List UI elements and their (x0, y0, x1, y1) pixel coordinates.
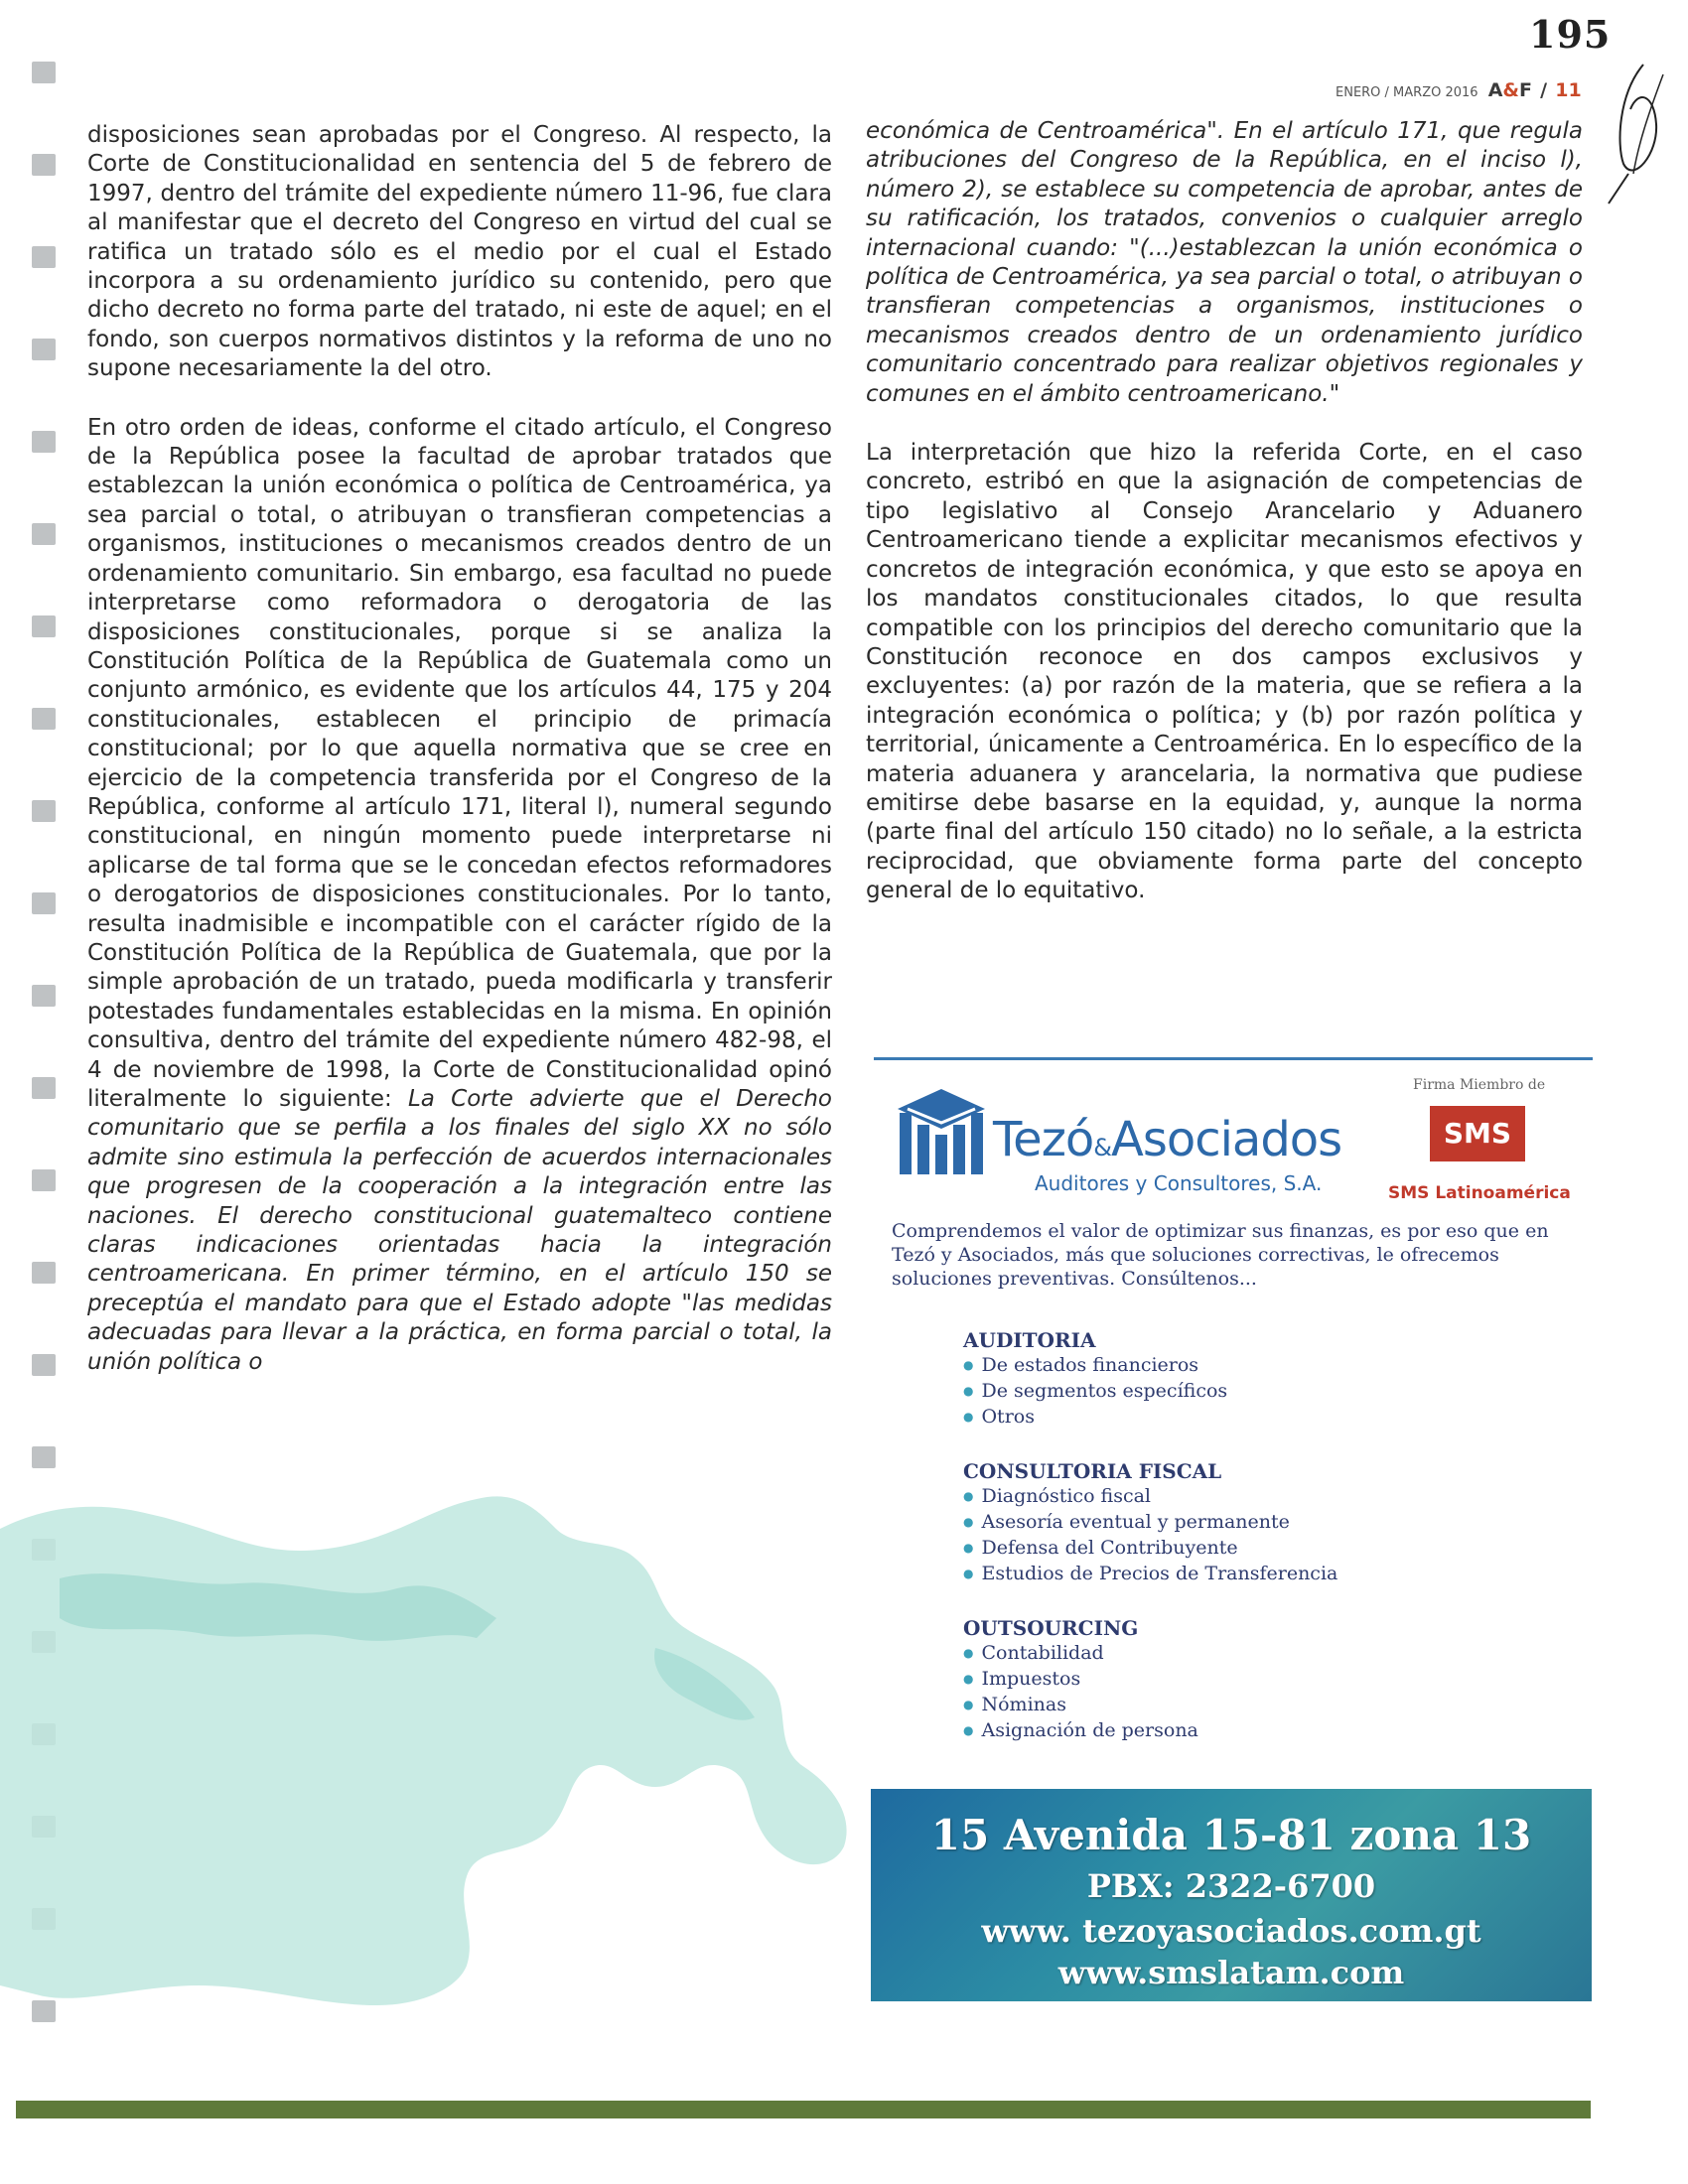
right-column (866, 117, 1583, 906)
service-item: ● Otros (963, 1404, 1227, 1430)
paragraph: En otro orden de ideas, conforme el citado artículo, el Congreso de la República posee la facultad de aprobar tratados que establezcan la unión económica o política de Centroamérica, ya sea parcial o total, o atribuyan o transfieran competencias a organismos, instituciones o mecanismos creados dentro de un ordenamiento comunitario. Sin embargo, esa facultad no puede interpretarse como reformadora o derogatoria de las disposiciones constitucionales, porque si se analiza la Constitución Política de la República de Guatemala como un conjunto armónico, es evidente que los artículos 44, 175 y 204 constitucionales, establecen el principio de primacía constitucional; por lo que aquella normativa que se cree en ejercicio de la competencia transferida por el Congreso de la República, conforme al artículo 171, literal l), numeral segundo constitucional, en ningún momento puede interpretarse ni aplicarse de tal forma que se le concedan efectos reformadores o derogatorios de disposiciones constitucionales. Por lo tanto, resulta inadmisible e incompatible con el carácter rígido de la Constitución Política de la República de Guatemala, que por la simple aprobación de un tratado, pueda modificarla y transferir potestades fundamentales establecidas en la misma. En opinión consultiva, dentro del trámite del expediente número 482-98, el 4 de noviembre de 1998, la Corte de Constitucionalidad opinó literalmente lo siguiente: La Corte advierte que el Derecho comunitario que se perfila a los finales del siglo XX no sólo admite sino estimula la perfección de acuerdos internacionales que progresen de la cooperación a la integración entre las naciones. El derecho constitucional guatemalteco contiene claras indicaciones orientadas hacia la integración centroamericana. En primer término, en el artículo 150 se preceptúa el mandato para que el Estado adopte "las medidas adecuadas para llevar a la práctica, en forma parcial o total, la unión política o (87, 414, 832, 1375)
ad-top-rule (874, 1057, 1593, 1060)
website-link[interactable]: www.smslatam.com (1057, 1954, 1405, 1991)
ad-intro-text: Comprendemos el valor de optimizar sus finanzas, es por eso que en Tezó y Asociados, más que soluciones correctivas, le ofrecemos soluciones preventivas. Consúltenos... (892, 1220, 1549, 1290)
magazine-page-number: 11 (1555, 79, 1582, 101)
website-link[interactable]: www. tezoyasociados.com.gt (981, 1912, 1481, 1950)
running-header (1336, 79, 1582, 101)
page-number: 195 (1529, 12, 1612, 57)
left-column (87, 121, 832, 1377)
paragraph: disposiciones sean aprobadas por el Congreso. Al respecto, la Corte de Constitucionalidad en sentencia del 5 de febrero de 1997, dentro del trámite del expediente número 11-96, fue clara al manifestar que el decreto del Congreso en virtud del cual se ratifica un tratado sólo es el medio por el cual el Estado incorpora a su ordenamiento jurídico su contenido, pero que dicho decreto no forma parte del tratado, ni este de aquel; en el fondo, son cuerpos normativos distintos y la reforma de uno no supone necesariamente la del otro. (87, 122, 832, 382)
phone-text: PBX: 2322-6700 (1086, 1867, 1376, 1905)
service-title: AUDITORIA (963, 1328, 1096, 1352)
address-text: 15 Avenida 15-81 zona 13 (930, 1811, 1532, 1859)
service-section-outsourcing (963, 1616, 1198, 1743)
service-item: ● Defensa del Contribuyente (963, 1535, 1337, 1561)
service-item: ● Nóminas (963, 1692, 1198, 1717)
brand-subtitle: Auditores y Consultores, S.A. (1035, 1171, 1323, 1195)
paragraph: La interpretación que hizo la referida Corte, en el caso concreto, estribó en que la asignación de competencias de tipo legislativo al Consejo Arancelario y Aduanero Centroamericano tiende a explicitar mecanismos efectivos y concretos de integración económica, y que esto se apoya en los mandatos constitucionales citados, lo que resulta compatible con los principios del derecho comunitario que la Constitución reconoce en dos campos exclusivos y excluyentes: (a) por razón de la materia, que se refiera a la integración económica o política; y (b) por razón política y territorial, únicamente a Centroamérica. En lo específico de la materia aduanera y arancelaria, la normativa que pudiese emitirse debe basarse en la equidad, y, aunque la norma (parte final del artículo 150 citado) no lo señale, a la estricta reciprocidad, que obviamente forma parte del concepto general de lo equitativo. (866, 440, 1583, 904)
tezo-logo-icon (894, 1085, 989, 1184)
brand-name: Tezó&Asociados (993, 1112, 1342, 1167)
service-item: ● Estudios de Precios de Transferencia (963, 1561, 1337, 1586)
service-item: ● Asesoría eventual y permanente (963, 1509, 1337, 1535)
handwritten-initial (1589, 55, 1678, 213)
central-america-map (0, 1469, 864, 2025)
service-section-consultoria (963, 1459, 1337, 1586)
service-item: ● De estados financieros (963, 1352, 1227, 1378)
sms-latinoamerica-label: SMS Latinoamérica (1388, 1183, 1571, 1203)
quoted-opinion: La Corte advierte que el Derecho comunitario que se perfila a los finales del siglo XX no sólo admite sino estimula la perfección de acuerdos internacionales que progresen de la cooperación a la integración entre las naciones. El derecho constitucional guatemalteco contiene claras indicaciones orientadas hacia la integración centroamericana. En primer término, en el artículo 150 se preceptúa el mandato para que el Estado adopte "las medidas adecuadas para llevar a la práctica, en forma parcial o total, la unión política o (87, 1086, 832, 1375)
service-title: OUTSOURCING (963, 1616, 1139, 1640)
service-item: ● De segmentos específicos (963, 1378, 1227, 1404)
paragraph: económica de Centroamérica". En el artículo 171, que regula atribuciones del Congreso de la República, en el inciso l), número 2), se establece su competencia de aprobar, antes de su ratificación, los tratados, convenios o cualquier arreglo internacional cuando: "(...)establezcan la unión económica o política de Centroamérica, ya sea parcial o total, o atribuyan o transfieran competencias a organismos, instituciones o mecanismos creados dentro de un ordenamiento jurídico comunitario concentrado para realizar objetivos regionales y comunes en el ámbito centroamericano." (866, 118, 1583, 407)
sms-logo: SMS (1430, 1106, 1525, 1161)
issue-date: ENERO / MARZO 2016 (1336, 85, 1478, 100)
member-firm-label: Firma Miembro de (1413, 1077, 1546, 1093)
contact-banner (871, 1789, 1592, 2001)
magazine-name: A&F (1487, 79, 1532, 101)
service-section-auditoria (963, 1328, 1227, 1430)
header-separator: / (1540, 79, 1548, 101)
service-item: ● Asignación de persona (963, 1717, 1198, 1743)
service-item: ● Contabilidad (963, 1640, 1198, 1666)
service-title: CONSULTORIA FISCAL (963, 1459, 1222, 1483)
footer-bar (16, 2101, 1591, 2118)
service-item: ● Impuestos (963, 1666, 1198, 1692)
service-item: ● Diagnóstico fiscal (963, 1483, 1337, 1509)
